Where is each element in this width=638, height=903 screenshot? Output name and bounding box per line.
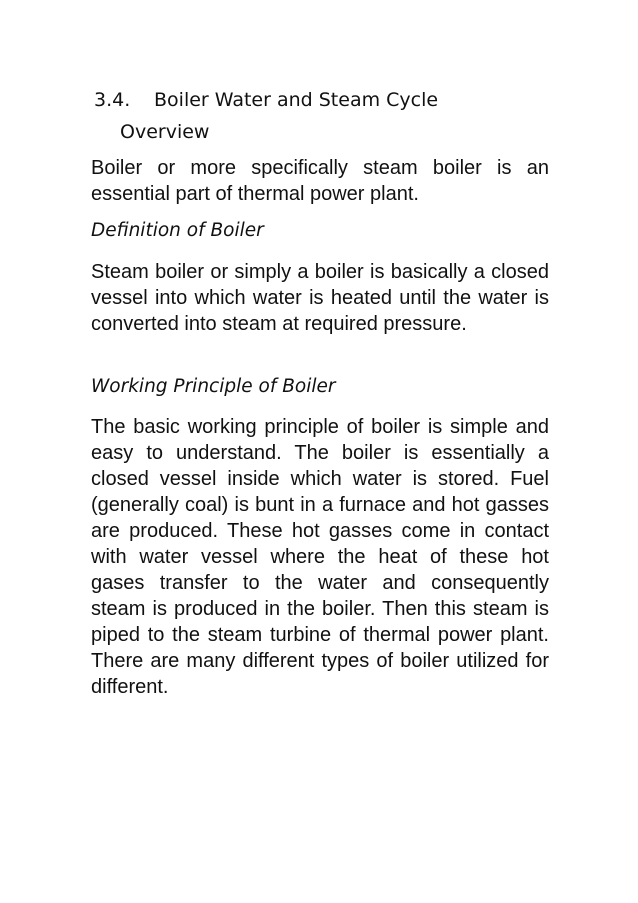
section-title-line1: Boiler Water and Steam Cycle (154, 89, 439, 111)
definition-subheading: Definition of Boiler (91, 220, 264, 241)
section-heading (94, 84, 564, 148)
working-principle-paragraph: The basic working principle of boiler is simple and easy to understand. The boiler is essentially a closed vessel inside which water is stored. Fuel (generally coal) is bunt in a furnace and hot gasses are produced. These hot gasses come in contact with water vessel where the heat of these hot gases transfer to the water and consequently steam is produced in the boiler. Then this steam is piped to the steam turbine of thermal power plant. There are many different types of boiler utilized for different. (91, 416, 549, 698)
working-principle-subheading: Working Principle of Boiler (91, 376, 336, 397)
intro-paragraph: Boiler or more specifically steam boiler is an essential part of thermal power plant. (91, 157, 549, 205)
section-title-line2: Overview (120, 121, 210, 143)
section-number: 3.4. (94, 89, 131, 111)
definition-paragraph: Steam boiler or simply a boiler is basically a closed vessel into which water is heated until the water is converted into steam at required pressure. (91, 261, 549, 335)
